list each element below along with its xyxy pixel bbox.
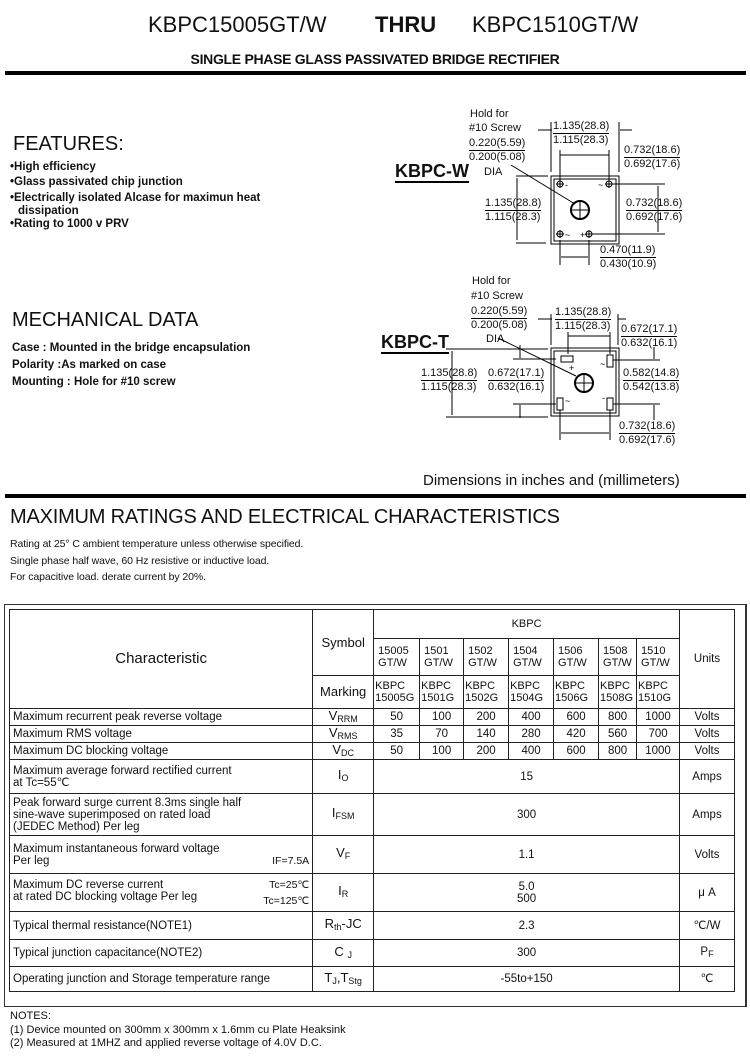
feature-item: dissipation: [18, 205, 79, 217]
unit-cell: Volts: [680, 836, 735, 874]
mechanical-item: Case : Mounted in the bridge encapsulation: [12, 342, 251, 354]
table-row-ifsm: [10, 794, 735, 836]
feature-item: •High efficiency: [10, 161, 96, 173]
hole-dia-unit: DIA: [486, 333, 505, 345]
row-label: Operating junction and Storage temperature range: [10, 967, 313, 992]
unit-cell: ℃/W: [680, 912, 735, 940]
hole-note-2: #10 Screw: [471, 290, 523, 302]
pin-mark: +: [580, 230, 586, 240]
row-symbol: $I_O$: [313, 760, 374, 794]
value-cell: 100: [420, 709, 464, 726]
pin-mark: -: [602, 393, 605, 403]
row-label: Peak forward surge current 8.3ms single half sine-wave superimposed on rated load (JEDEC Method) Per leg: [10, 794, 313, 836]
package-outline-t: [370, 270, 750, 450]
unit-cell: $P_F$: [680, 940, 735, 967]
value-cell: 15: [374, 760, 680, 794]
drawing-kbpc-w: [380, 100, 750, 270]
unit-cell: Amps: [680, 760, 735, 794]
model-header: 15005 GT/W: [374, 639, 420, 676]
unit-cell: Amps: [680, 794, 735, 836]
width-dim: $\frac{1.135(28.8)}{1.115(28.3)}$: [553, 120, 610, 146]
width-dim: $\frac{1.135(28.8)}{1.115(28.3)}$: [555, 306, 612, 332]
value-cell: 200: [464, 743, 509, 760]
package-outline-w: [380, 100, 750, 270]
row-symbol: $V_{DC}$: [313, 743, 374, 760]
mechanical-list: [12, 340, 250, 391]
pin-mark: +: [569, 363, 575, 373]
value-cell: -55to+150: [374, 967, 680, 992]
model-header: 1504 GT/W: [509, 639, 554, 676]
note-item: (1) Device mounted on 300mm x 300mm x 1.6mm cu Plate Heaksink: [10, 1023, 346, 1036]
value-cell: 400: [509, 743, 554, 760]
hole-note-1: Hold for: [470, 108, 509, 120]
unit-cell: Volts: [680, 726, 735, 743]
pin-span-top-dim: $\frac{0.732(18.6)}{0.692(17.6)}$: [624, 144, 681, 170]
value-cell: 70: [420, 726, 464, 743]
row-label: Maximum RMS voltage: [10, 726, 313, 743]
thru-label: THRU: [375, 12, 437, 37]
value-cell: 35: [374, 726, 420, 743]
pin-span-right-dim: $\frac{0.732(18.6)}{0.692(17.6)}$: [626, 197, 683, 223]
hole-diameter-dim: $\frac{0.220(5.59)}{0.200(5.08)}$: [469, 137, 526, 163]
pin-span-top-dim: $\frac{0.672(17.1)}{0.632(16.1)}$: [621, 323, 678, 349]
marking-cell: KBPC 1510G: [637, 676, 680, 709]
header-characteristic: Characteristic: [10, 610, 313, 709]
unit-cell: ℃: [680, 967, 735, 992]
table-row-cj: [10, 940, 735, 967]
value-cell: 2.3: [374, 912, 680, 940]
value-cell: 5.0 500: [374, 874, 680, 912]
marking-cell: KBPC 1502G: [464, 676, 509, 709]
table-row-tj: [10, 967, 735, 992]
unit-cell: μ A: [680, 874, 735, 912]
value-cell: 140: [464, 726, 509, 743]
row-label: Typical thermal resistance(NOTE1): [10, 912, 313, 940]
value-cell: 1000: [637, 709, 680, 726]
value-cell: 400: [509, 709, 554, 726]
row-label: Maximum average forward rectified current at Tc=55℃: [10, 760, 313, 794]
features-list: [10, 161, 260, 231]
row-symbol: $R_{th}-JC$: [313, 912, 374, 940]
value-cell: 300: [374, 940, 680, 967]
header-units: Units: [680, 610, 735, 709]
header-kbpc-group: KBPC: [374, 610, 680, 639]
value-cell: 50: [374, 709, 420, 726]
model-header: 1510 GT/W: [637, 639, 680, 676]
table-row-vrms: [10, 726, 735, 743]
table-row-vf: [10, 836, 735, 874]
value-cell: 200: [464, 709, 509, 726]
value-cell: 800: [599, 743, 637, 760]
mechanical-item: Polarity :As marked on case: [12, 359, 167, 371]
feature-item: •Rating to 1000 v PRV: [10, 218, 129, 230]
hole-diameter-dim: $\frac{0.220(5.59)}{0.200(5.08)}$: [471, 305, 528, 331]
pin-mark: ~: [600, 359, 606, 369]
hole-dia-unit: DIA: [484, 166, 503, 178]
pin-mark: -: [565, 180, 568, 190]
pin-span-bottom-dim: $\frac{0.470(11.9)}{0.430(10.9)}$: [600, 244, 657, 270]
height-dim: $\frac{1.135(28.8)}{1.115(28.3)}$: [485, 197, 542, 223]
row-symbol: $V_{RMS}$: [313, 726, 374, 743]
header-symbol: Symbol: [313, 610, 374, 676]
row-label: Maximum instantaneous forward voltage Per leg IF=7.5A: [10, 836, 313, 874]
table-row-vrrm: [10, 709, 735, 726]
pin-mark: ~: [565, 230, 571, 240]
rating-note: For capacitive load. derate current by 20%.: [10, 571, 206, 583]
value-cell: 800: [599, 709, 637, 726]
header-marking: Marking: [313, 676, 374, 709]
notes-section: [10, 1010, 346, 1051]
notes-title: NOTES:: [10, 1010, 51, 1022]
value-cell: 1.1: [374, 836, 680, 874]
unit-cell: Volts: [680, 709, 735, 726]
mechanical-item: Mounting : Hole for #10 screw: [12, 376, 176, 388]
row-symbol: $T_J,T_{Stg}$: [313, 967, 374, 992]
dimensions-note: Dimensions in inches and (millimeters): [423, 472, 680, 489]
value-cell: 100: [420, 743, 464, 760]
pin-mark: ~: [598, 180, 604, 190]
marking-cell: KBPC 1506G: [554, 676, 599, 709]
document-subtitle: SINGLE PHASE GLASS PASSIVATED BRIDGE RECTIFIER: [190, 51, 560, 67]
row-symbol: $I_{FSM}$: [313, 794, 374, 836]
part-number-from: KBPC15005GT/W: [148, 12, 327, 37]
row-symbol: $V_F$: [313, 836, 374, 874]
row-symbol: $I_R$: [313, 874, 374, 912]
value-cell: 600: [554, 709, 599, 726]
hole-note-2: #10 Screw: [469, 122, 521, 134]
header-divider: [5, 71, 746, 75]
table-row-io: [10, 760, 735, 794]
value-cell: 300: [374, 794, 680, 836]
row-label: Maximum DC reverse current Tc=25℃ at rated DC blocking voltage Per leg Tc=125℃: [10, 874, 313, 912]
hole-note-1: Hold for: [472, 275, 511, 287]
row-label: Typical junction capacitance(NOTE2): [10, 940, 313, 967]
marking-cell: KBPC 1504G: [509, 676, 554, 709]
section-divider: [5, 494, 746, 498]
row-label: Maximum recurrent peak reverse voltage: [10, 709, 313, 726]
rating-note: Single phase half wave, 60 Hz resistive or inductive load.: [10, 555, 270, 567]
row-symbol: $V_{RRM}$: [313, 709, 374, 726]
value-cell: 50: [374, 743, 420, 760]
pin-mark: ~: [565, 396, 571, 406]
unit-cell: Volts: [680, 743, 735, 760]
part-number-to: KBPC1510GT/W: [472, 12, 639, 37]
characteristics-table: [9, 609, 735, 992]
value-cell: 700: [637, 726, 680, 743]
model-header: 1508 GT/W: [599, 639, 637, 676]
mechanical-title: MECHANICAL DATA: [12, 309, 199, 331]
value-cell: 1000: [637, 743, 680, 760]
feature-item: •Glass passivated chip junction: [10, 176, 183, 188]
pin-span-right-dim: $\frac{0.582(14.8)}{0.542(13.8)}$: [623, 367, 680, 393]
package-label-t: KBPC-T: [381, 332, 449, 352]
height-dim: $\frac{1.135(28.8)}{1.115(28.3)}$: [421, 367, 478, 393]
model-header: 1501 GT/W: [420, 639, 464, 676]
pin-span-bottom-dim: $\frac{0.732(18.6)}{0.692(17.6)}$: [619, 420, 676, 446]
table-row-ir: [10, 874, 735, 912]
value-cell: 280: [509, 726, 554, 743]
rating-note: Rating at 25° C ambient temperature unless otherwise specified.: [10, 538, 304, 550]
marking-cell: KBPC 1501G: [420, 676, 464, 709]
package-label-w: KBPC-W: [395, 161, 469, 181]
ratings-title: MAXIMUM RATINGS AND ELECTRICAL CHARACTERISTICS: [10, 506, 560, 528]
value-cell: 420: [554, 726, 599, 743]
row-symbol: C $_J$: [313, 940, 374, 967]
value-cell: 560: [599, 726, 637, 743]
table-row-vdc: [10, 743, 735, 760]
table-row-rth: [10, 912, 735, 940]
value-cell: 600: [554, 743, 599, 760]
features-title: FEATURES:: [13, 133, 124, 155]
model-header: 1502 GT/W: [464, 639, 509, 676]
row-label: Maximum DC blocking voltage: [10, 743, 313, 760]
marking-cell: KBPC 1508G: [599, 676, 637, 709]
drawing-kbpc-t: [370, 270, 750, 450]
model-header: 1506 GT/W: [554, 639, 599, 676]
note-item: (2) Measured at 1MHZ and applied reverse voltage of 4.0V D.C.: [10, 1037, 322, 1049]
marking-cell: KBPC 15005G: [374, 676, 420, 709]
feature-item: •Electrically isolated Alcase for maximun heat: [10, 192, 261, 204]
pin-span-left-dim: $\frac{0.672(17.1)}{0.632(16.1)}$: [488, 367, 545, 393]
